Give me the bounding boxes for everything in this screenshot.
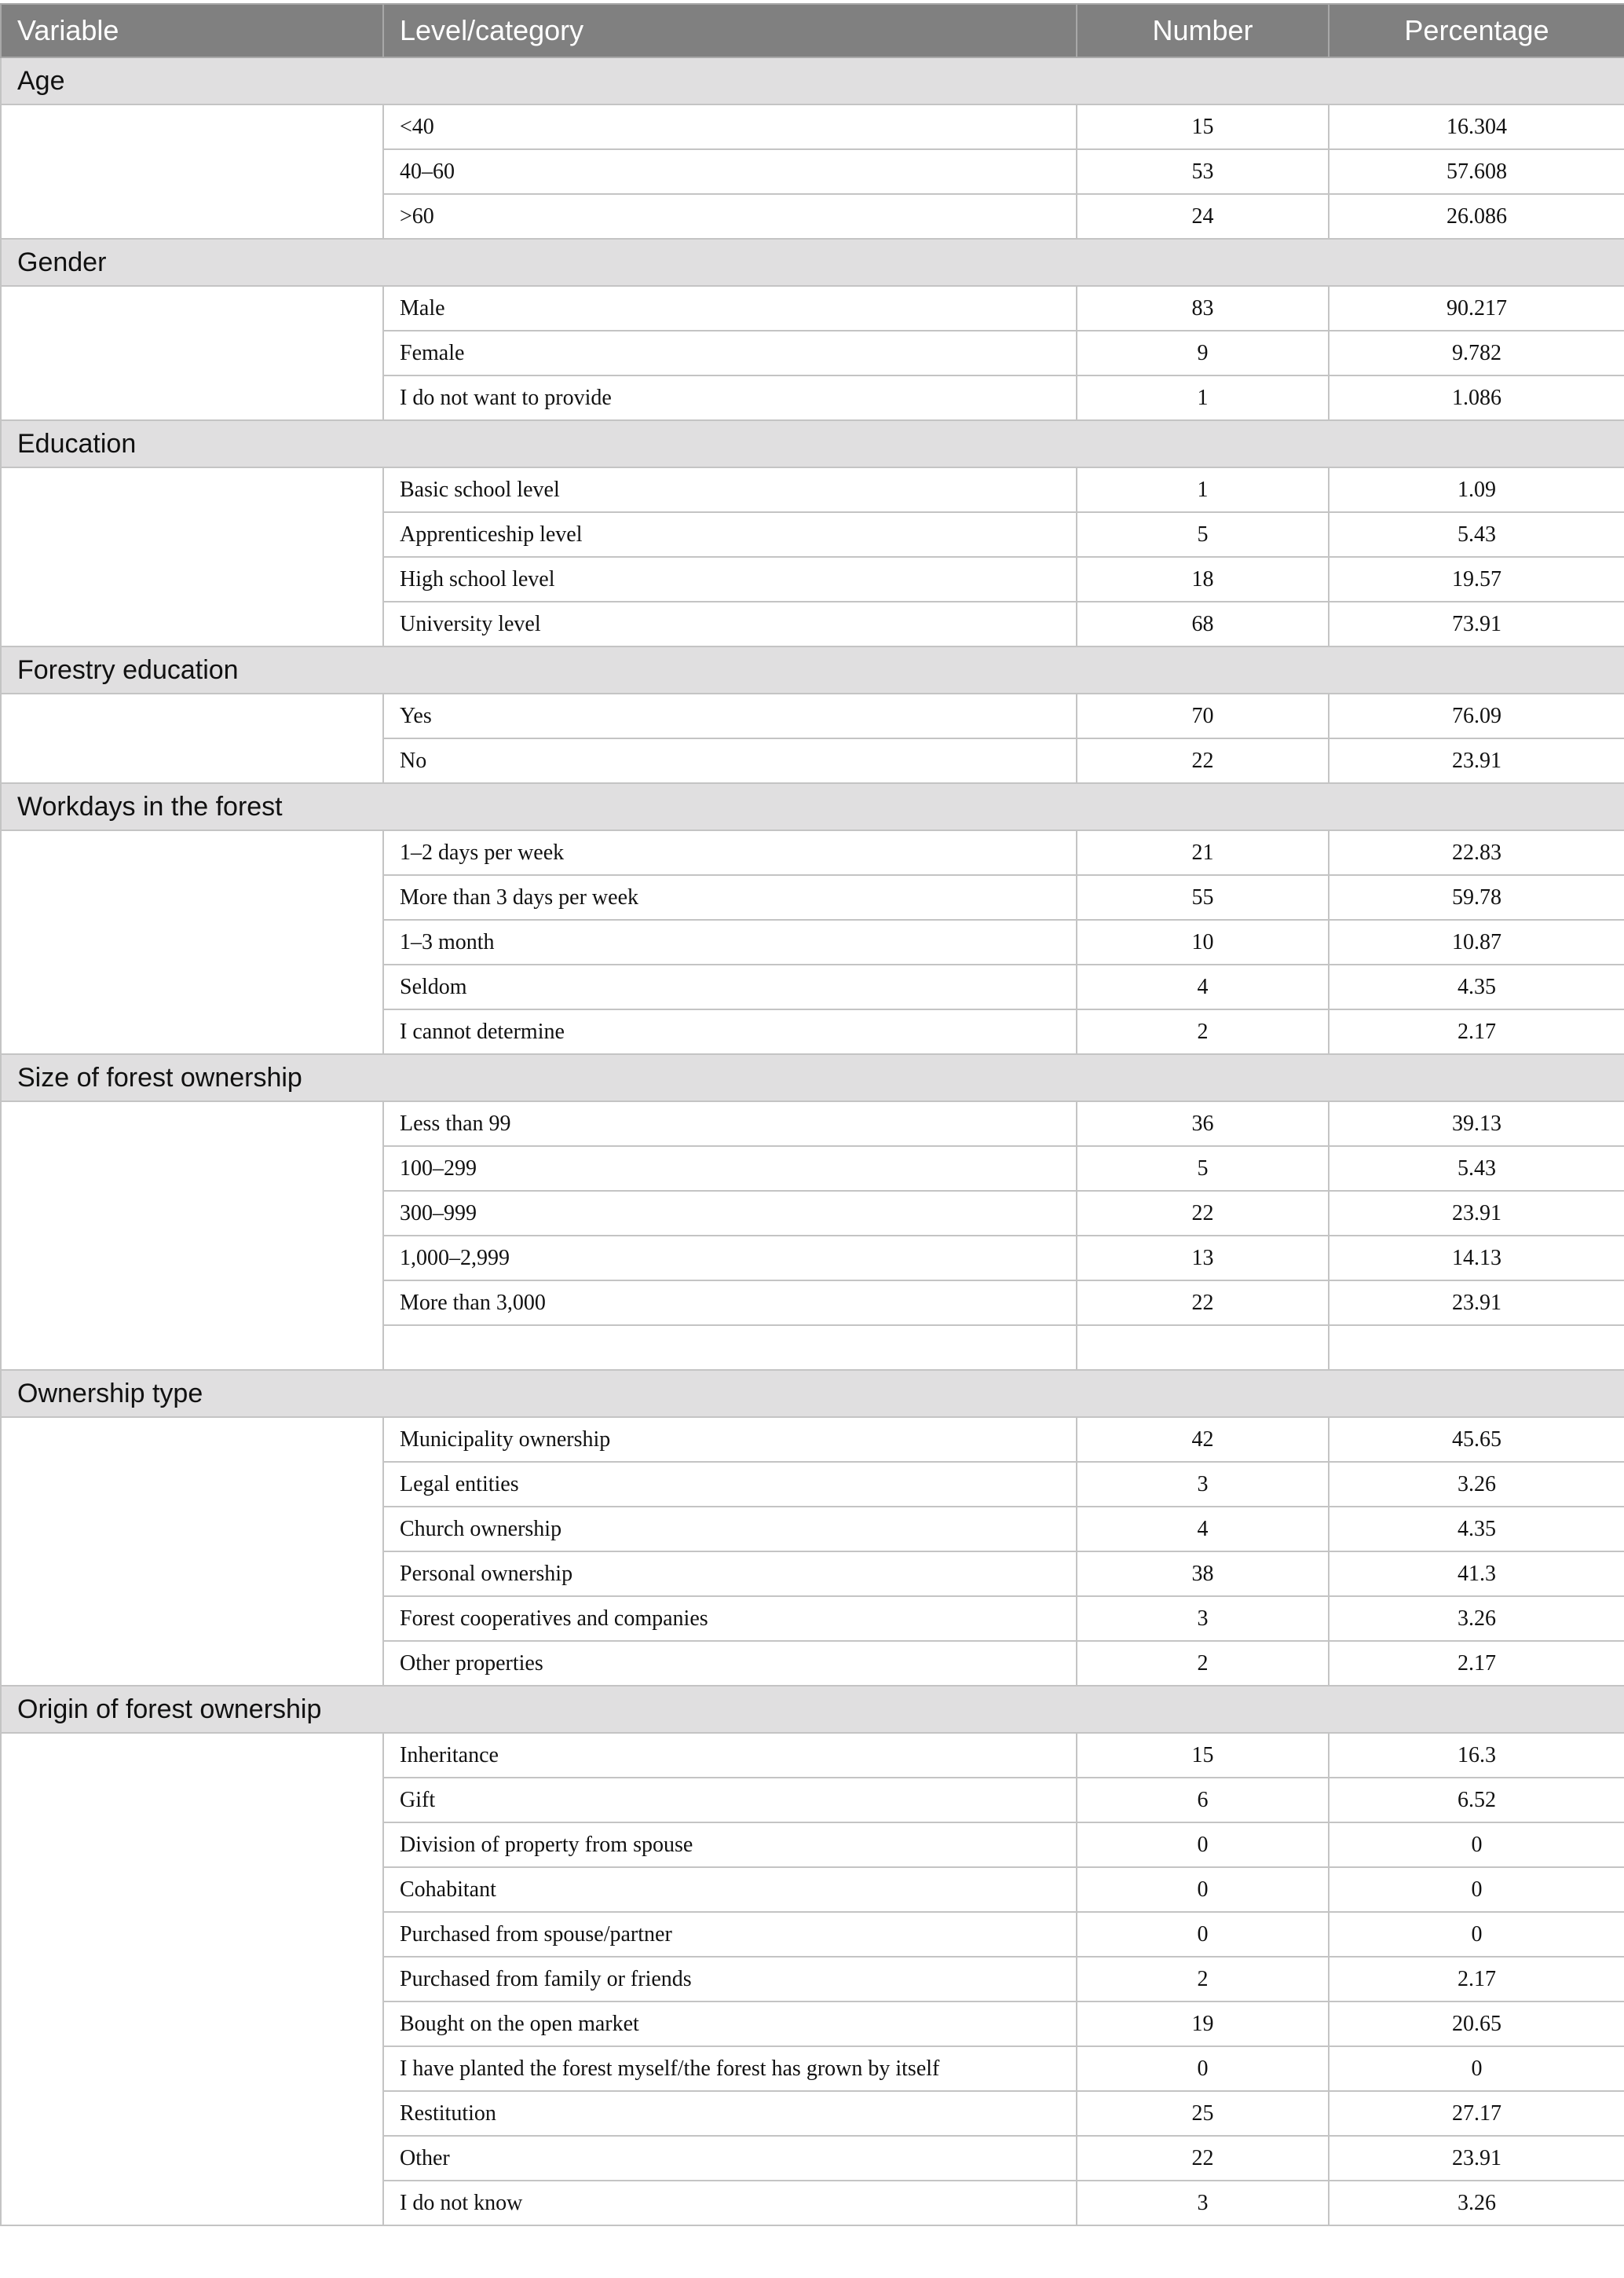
level-cell: Purchased from spouse/partner [383,1912,1077,1957]
number-cell [1077,1325,1329,1370]
number-cell: 18 [1077,557,1329,602]
percentage-cell: 3.26 [1329,1462,1624,1507]
percentage-cell: 23.91 [1329,2136,1624,2181]
group-row [1,57,1624,104]
number-cell: 55 [1077,875,1329,920]
group-row [1,1054,1624,1101]
number-cell: 38 [1077,1551,1329,1596]
variable-cell [1,1101,383,1370]
level-cell: 1–3 month [383,920,1077,965]
percentage-cell: 27.17 [1329,2091,1624,2136]
level-cell: Cohabitant [383,1867,1077,1912]
variable-cell [1,694,383,783]
number-cell: 68 [1077,602,1329,646]
group-row [1,239,1624,286]
percentage-cell: 0 [1329,1822,1624,1867]
level-cell: Municipality ownership [383,1417,1077,1462]
group-label: Ownership type [1,1370,1624,1417]
percentage-cell: 23.91 [1329,1280,1624,1325]
level-cell: I do not know [383,2181,1077,2225]
level-cell: Other [383,2136,1077,2181]
table-body [1,57,1624,2225]
percentage-cell: 10.87 [1329,920,1624,965]
percentage-cell: 16.3 [1329,1733,1624,1778]
table-row [1,694,1624,738]
percentage-cell: 23.91 [1329,738,1624,783]
percentage-cell: 45.65 [1329,1417,1624,1462]
level-cell [383,1325,1077,1370]
percentage-cell: 0 [1329,1867,1624,1912]
percentage-cell: 1.09 [1329,467,1624,512]
number-cell: 15 [1077,104,1329,149]
number-cell: 4 [1077,1507,1329,1551]
header-variable: Variable [1,4,383,57]
number-cell: 2 [1077,1957,1329,2001]
percentage-cell: 3.26 [1329,2181,1624,2225]
level-cell: Restitution [383,2091,1077,2136]
level-cell: Seldom [383,965,1077,1009]
number-cell: 13 [1077,1236,1329,1280]
number-cell: 42 [1077,1417,1329,1462]
table-row [1,467,1624,512]
percentage-cell: 0 [1329,1912,1624,1957]
table-row [1,1101,1624,1146]
percentage-cell: 26.086 [1329,194,1624,239]
level-cell: I have planted the forest myself/the forest has grown by itself [383,2046,1077,2091]
number-cell: 3 [1077,2181,1329,2225]
level-cell: I do not want to provide [383,375,1077,420]
number-cell: 70 [1077,694,1329,738]
group-label: Age [1,57,1624,104]
percentage-cell: 14.13 [1329,1236,1624,1280]
level-cell: Personal ownership [383,1551,1077,1596]
percentage-cell: 90.217 [1329,286,1624,331]
level-cell: Female [383,331,1077,375]
percentage-cell: 22.83 [1329,830,1624,875]
group-label: Size of forest ownership [1,1054,1624,1101]
percentage-cell: 9.782 [1329,331,1624,375]
percentage-cell: 4.35 [1329,1507,1624,1551]
number-cell: 2 [1077,1641,1329,1686]
level-cell: 40–60 [383,149,1077,194]
level-cell: Legal entities [383,1462,1077,1507]
number-cell: 6 [1077,1778,1329,1822]
number-cell: 1 [1077,467,1329,512]
level-cell: I cannot determine [383,1009,1077,1054]
number-cell: 0 [1077,2046,1329,2091]
percentage-cell: 39.13 [1329,1101,1624,1146]
percentage-cell: 2.17 [1329,1009,1624,1054]
level-cell: Church ownership [383,1507,1077,1551]
level-cell: University level [383,602,1077,646]
group-row [1,1686,1624,1733]
number-cell: 22 [1077,1191,1329,1236]
level-cell: Division of property from spouse [383,1822,1077,1867]
variable-cell [1,104,383,239]
group-label: Forestry education [1,646,1624,694]
group-row [1,646,1624,694]
level-cell: More than 3 days per week [383,875,1077,920]
group-row [1,420,1624,467]
table-row [1,1733,1624,1778]
level-cell: No [383,738,1077,783]
percentage-cell: 4.35 [1329,965,1624,1009]
percentage-cell: 41.3 [1329,1551,1624,1596]
level-cell: <40 [383,104,1077,149]
percentage-cell: 5.43 [1329,1146,1624,1191]
variable-cell [1,1417,383,1686]
number-cell: 0 [1077,1822,1329,1867]
group-label: Origin of forest ownership [1,1686,1624,1733]
level-cell: 1–2 days per week [383,830,1077,875]
level-cell: Less than 99 [383,1101,1077,1146]
percentage-cell: 57.608 [1329,149,1624,194]
level-cell: High school level [383,557,1077,602]
header-row [1,4,1624,57]
level-cell: Apprenticeship level [383,512,1077,557]
table-row [1,104,1624,149]
number-cell: 5 [1077,1146,1329,1191]
group-label: Workdays in the forest [1,783,1624,830]
number-cell: 22 [1077,1280,1329,1325]
level-cell: Other properties [383,1641,1077,1686]
number-cell: 15 [1077,1733,1329,1778]
level-cell: Male [383,286,1077,331]
number-cell: 0 [1077,1912,1329,1957]
level-cell: Purchased from family or friends [383,1957,1077,2001]
table-row [1,286,1624,331]
percentage-cell: 5.43 [1329,512,1624,557]
level-cell: 300–999 [383,1191,1077,1236]
group-label: Education [1,420,1624,467]
variable-cell [1,1733,383,2225]
table-row [1,1417,1624,1462]
group-row [1,783,1624,830]
level-cell: 1,000–2,999 [383,1236,1077,1280]
percentage-cell: 59.78 [1329,875,1624,920]
table-row [1,830,1624,875]
variable-cell [1,830,383,1054]
number-cell: 0 [1077,1867,1329,1912]
percentage-cell: 23.91 [1329,1191,1624,1236]
percentage-cell: 6.52 [1329,1778,1624,1822]
group-label: Gender [1,239,1624,286]
percentage-cell: 3.26 [1329,1596,1624,1641]
number-cell: 83 [1077,286,1329,331]
level-cell: Forest cooperatives and companies [383,1596,1077,1641]
percentage-cell: 0 [1329,2046,1624,2091]
number-cell: 21 [1077,830,1329,875]
level-cell: >60 [383,194,1077,239]
number-cell: 19 [1077,2001,1329,2046]
percentage-cell: 1.086 [1329,375,1624,420]
percentage-cell: 19.57 [1329,557,1624,602]
group-row [1,1370,1624,1417]
percentage-cell: 2.17 [1329,1957,1624,2001]
percentage-cell: 73.91 [1329,602,1624,646]
number-cell: 22 [1077,2136,1329,2181]
number-cell: 4 [1077,965,1329,1009]
level-cell: Bought on the open market [383,2001,1077,2046]
level-cell: Inheritance [383,1733,1077,1778]
number-cell: 3 [1077,1462,1329,1507]
percentage-cell: 16.304 [1329,104,1624,149]
level-cell: More than 3,000 [383,1280,1077,1325]
number-cell: 24 [1077,194,1329,239]
variable-cell [1,286,383,420]
level-cell: Gift [383,1778,1077,1822]
number-cell: 22 [1077,738,1329,783]
percentage-cell [1329,1325,1624,1370]
header-level: Level/category [383,4,1077,57]
percentage-cell: 76.09 [1329,694,1624,738]
level-cell: Basic school level [383,467,1077,512]
number-cell: 9 [1077,331,1329,375]
level-cell: 100–299 [383,1146,1077,1191]
level-cell: Yes [383,694,1077,738]
demographics-table [0,3,1624,2226]
number-cell: 10 [1077,920,1329,965]
number-cell: 36 [1077,1101,1329,1146]
number-cell: 2 [1077,1009,1329,1054]
header-percentage: Percentage [1329,4,1624,57]
number-cell: 3 [1077,1596,1329,1641]
variable-cell [1,467,383,646]
header-number: Number [1077,4,1329,57]
number-cell: 25 [1077,2091,1329,2136]
percentage-cell: 20.65 [1329,2001,1624,2046]
number-cell: 1 [1077,375,1329,420]
percentage-cell: 2.17 [1329,1641,1624,1686]
number-cell: 5 [1077,512,1329,557]
number-cell: 53 [1077,149,1329,194]
